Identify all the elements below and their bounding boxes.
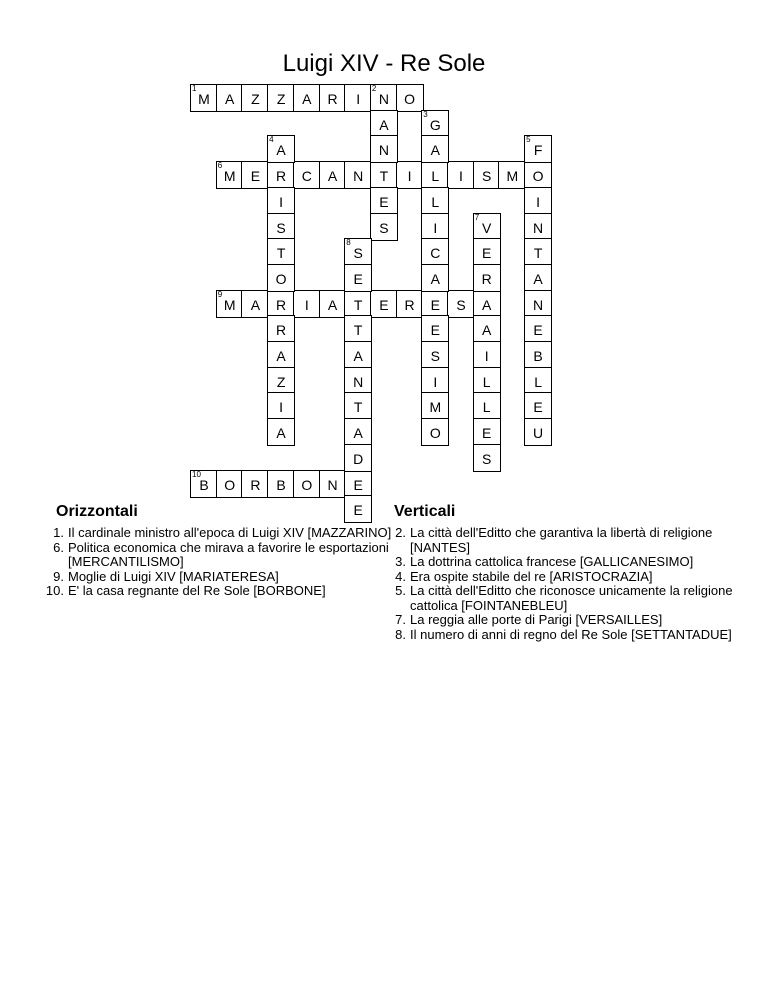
grid-cell[interactable] bbox=[421, 290, 449, 318]
cell-letter: O bbox=[301, 476, 313, 493]
cell-letter: L bbox=[534, 373, 542, 390]
grid-cell[interactable] bbox=[473, 418, 501, 446]
grid-cell[interactable] bbox=[524, 418, 552, 446]
cell-letter: A bbox=[250, 296, 261, 313]
grid-cell[interactable] bbox=[473, 392, 501, 420]
cell-letter: E bbox=[379, 193, 389, 210]
clue-number: 4. bbox=[395, 568, 406, 584]
cell-letter: E bbox=[533, 399, 543, 416]
cell-letter: D bbox=[353, 450, 364, 467]
clue-number: 9. bbox=[53, 568, 64, 584]
clue-text: Il cardinale ministro all'epoca di Luigi XIV [MAZZARINO] bbox=[68, 525, 392, 540]
grid-cell[interactable] bbox=[267, 418, 295, 446]
cell-letter: R bbox=[327, 91, 338, 107]
cell-letter: A bbox=[482, 322, 492, 339]
grid-cell[interactable] bbox=[267, 367, 295, 395]
clue-item bbox=[380, 570, 750, 585]
grid-cell[interactable] bbox=[344, 315, 372, 343]
grid-cell[interactable] bbox=[344, 161, 372, 189]
grid-cell[interactable] bbox=[421, 341, 449, 369]
cell-letter: R bbox=[481, 270, 492, 287]
grid-cell[interactable] bbox=[267, 161, 295, 189]
grid-cell[interactable] bbox=[370, 84, 398, 112]
clue-item bbox=[38, 526, 408, 541]
cell-letter: A bbox=[533, 270, 543, 287]
grid-cell[interactable] bbox=[267, 392, 295, 420]
cell-letter: I bbox=[459, 168, 463, 185]
grid-cell[interactable] bbox=[524, 161, 552, 189]
clue-number: 7. bbox=[395, 612, 406, 627]
grid-cell[interactable] bbox=[267, 290, 295, 318]
cell-letter: N bbox=[378, 91, 389, 107]
cell-letter: L bbox=[431, 168, 440, 185]
cell-number: 2 bbox=[371, 84, 377, 93]
cell-letter: V bbox=[482, 219, 492, 236]
clue-text: La reggia alle porte di Parigi [VERSAILLES] bbox=[410, 612, 663, 627]
cell-letter: L bbox=[482, 373, 491, 390]
cell-letter: E bbox=[353, 270, 363, 287]
cell-letter: T bbox=[276, 245, 286, 262]
grid-cell[interactable] bbox=[524, 367, 552, 395]
cell-letter: I bbox=[433, 373, 438, 390]
grid-cell[interactable] bbox=[473, 264, 501, 292]
grid-cell[interactable] bbox=[216, 161, 244, 189]
cell-letter: T bbox=[353, 399, 363, 416]
grid-cell[interactable] bbox=[524, 392, 552, 420]
cell-letter: N bbox=[533, 219, 544, 236]
clue-item bbox=[380, 613, 750, 628]
down-clue-list bbox=[380, 526, 750, 642]
grid-cell[interactable] bbox=[421, 392, 449, 420]
grid-cell[interactable] bbox=[241, 84, 269, 112]
cell-number: 3 bbox=[423, 109, 428, 119]
grid-cell[interactable] bbox=[344, 238, 372, 266]
grid-cell[interactable] bbox=[421, 264, 449, 292]
grid-cell[interactable] bbox=[524, 187, 552, 215]
cell-letter: I bbox=[484, 348, 489, 364]
clue-item bbox=[380, 628, 750, 643]
grid-cell[interactable] bbox=[396, 84, 424, 112]
grid-cell[interactable] bbox=[421, 238, 449, 266]
cell-letter: F bbox=[533, 142, 543, 159]
cell-letter: E bbox=[482, 425, 492, 442]
clue-item bbox=[38, 584, 408, 599]
cell-letter: A bbox=[276, 142, 286, 159]
clue-number: 10. bbox=[45, 583, 64, 598]
cell-letter: E bbox=[482, 245, 492, 262]
cell-letter: A bbox=[276, 348, 286, 364]
grid-cell[interactable] bbox=[421, 315, 449, 343]
grid-cell[interactable] bbox=[319, 161, 347, 189]
grid-cell[interactable] bbox=[267, 135, 295, 163]
cell-letter: Z bbox=[276, 373, 286, 390]
clue-item bbox=[38, 541, 408, 570]
across-clue-list bbox=[38, 526, 408, 599]
cell-letter: L bbox=[482, 399, 491, 416]
cell-letter: I bbox=[279, 399, 284, 416]
cell-letter: S bbox=[456, 296, 466, 313]
grid-cell[interactable] bbox=[421, 110, 449, 138]
cell-letter: N bbox=[533, 296, 544, 313]
cell-letter: O bbox=[404, 91, 416, 107]
grid-cell[interactable] bbox=[267, 264, 295, 292]
cell-number: 5 bbox=[526, 135, 531, 145]
grid-cell[interactable] bbox=[473, 341, 501, 369]
grid-cell[interactable] bbox=[241, 290, 269, 318]
grid-cell[interactable] bbox=[524, 264, 552, 292]
grid-cell[interactable] bbox=[267, 238, 295, 266]
cell-letter: T bbox=[533, 245, 543, 262]
cell-letter: C bbox=[430, 245, 441, 262]
cell-letter: R bbox=[404, 296, 415, 313]
cell-letter: R bbox=[250, 476, 261, 493]
grid-cell[interactable] bbox=[241, 161, 269, 189]
cell-letter: E bbox=[353, 476, 363, 493]
cell-letter: A bbox=[327, 296, 338, 313]
cell-letter: N bbox=[353, 373, 364, 390]
cell-number: 1 bbox=[192, 84, 197, 93]
grid-cell[interactable] bbox=[370, 135, 398, 163]
grid-cell[interactable] bbox=[216, 470, 244, 498]
cell-letter: E bbox=[353, 502, 363, 519]
clue-item bbox=[38, 570, 408, 585]
grid-cell[interactable] bbox=[344, 367, 372, 395]
grid-cell[interactable] bbox=[241, 470, 269, 498]
cell-letter: C bbox=[301, 168, 312, 185]
clue-number: 6. bbox=[53, 539, 64, 555]
cell-letter: S bbox=[482, 450, 492, 467]
clue-number: 1. bbox=[53, 525, 64, 540]
grid-cell[interactable] bbox=[524, 315, 552, 343]
across-heading: Orizzontali bbox=[56, 503, 138, 520]
cell-letter: O bbox=[532, 168, 544, 185]
clue-item bbox=[380, 584, 750, 613]
grid-cell[interactable] bbox=[344, 470, 372, 498]
grid-cell[interactable] bbox=[498, 161, 526, 189]
cell-letter: M bbox=[429, 399, 442, 416]
cell-letter: Z bbox=[251, 91, 260, 107]
grid-cell[interactable] bbox=[216, 290, 244, 318]
grid-cell[interactable] bbox=[344, 495, 372, 523]
grid-cell[interactable] bbox=[524, 341, 552, 369]
clue-number: 2. bbox=[395, 525, 406, 540]
grid-cell[interactable] bbox=[473, 315, 501, 343]
grid-cell[interactable] bbox=[319, 290, 347, 318]
cell-letter: N bbox=[378, 142, 389, 159]
grid-cell[interactable] bbox=[319, 470, 347, 498]
cell-letter: A bbox=[482, 296, 492, 313]
grid-cell[interactable] bbox=[370, 213, 398, 241]
cell-letter: E bbox=[430, 296, 440, 313]
cell-number: 8 bbox=[346, 238, 351, 248]
grid-cell[interactable] bbox=[473, 367, 501, 395]
grid-cell[interactable] bbox=[524, 135, 552, 163]
grid-cell[interactable] bbox=[396, 290, 424, 318]
grid-cell[interactable] bbox=[473, 444, 501, 472]
grid-cell[interactable] bbox=[344, 392, 372, 420]
cell-number: 4 bbox=[269, 135, 274, 145]
grid-cell[interactable] bbox=[267, 187, 295, 215]
cell-letter: B bbox=[533, 348, 543, 364]
cell-letter: T bbox=[379, 168, 389, 185]
grid-cell[interactable] bbox=[344, 444, 372, 472]
cell-letter: L bbox=[431, 193, 440, 210]
clue-text: La dottrina cattolica francese [GALLICANESIMO] bbox=[410, 554, 694, 569]
grid-cell[interactable] bbox=[190, 470, 218, 498]
grid-cell[interactable] bbox=[344, 341, 372, 369]
grid-cell[interactable] bbox=[293, 84, 321, 112]
cell-letter: M bbox=[506, 168, 519, 185]
cell-letter: R bbox=[276, 296, 287, 313]
cell-letter: A bbox=[225, 91, 235, 107]
cell-letter: R bbox=[276, 322, 287, 339]
cell-letter: I bbox=[279, 193, 284, 210]
cell-letter: S bbox=[353, 245, 363, 262]
grid-cell[interactable] bbox=[396, 161, 424, 189]
cell-letter: E bbox=[533, 322, 543, 339]
cell-letter: A bbox=[327, 168, 338, 185]
cell-letter: Z bbox=[276, 91, 286, 107]
grid-cell[interactable] bbox=[473, 290, 501, 318]
grid-cell[interactable] bbox=[267, 341, 295, 369]
grid-cell[interactable] bbox=[190, 84, 218, 112]
grid-cell[interactable] bbox=[267, 84, 295, 112]
grid-cell[interactable] bbox=[267, 315, 295, 343]
grid-cell[interactable] bbox=[319, 84, 347, 112]
clue-number: 3. bbox=[395, 554, 406, 569]
clue-number: 8. bbox=[395, 626, 406, 642]
cell-letter: A bbox=[379, 116, 389, 133]
grid-cell[interactable] bbox=[421, 367, 449, 395]
cell-number: 7 bbox=[474, 212, 480, 222]
grid-cell[interactable] bbox=[473, 238, 501, 266]
grid-cell[interactable] bbox=[473, 161, 501, 189]
cell-letter: S bbox=[379, 219, 389, 236]
cell-letter: M bbox=[223, 168, 236, 185]
grid-cell[interactable] bbox=[370, 290, 398, 318]
clue-number: 5. bbox=[395, 583, 406, 598]
clue-text: Il numero di anni di regno del Re Sole [SETTANTADUE] bbox=[410, 626, 732, 642]
clue-text: La città dell'Editto che garantiva la libertà di religione [NANTES] bbox=[410, 525, 713, 555]
clue-text: E' la casa regnante del Re Sole [BORBONE] bbox=[68, 583, 326, 598]
cell-letter: N bbox=[327, 476, 338, 493]
grid-cell[interactable] bbox=[447, 290, 475, 318]
down-heading: Verticali bbox=[394, 503, 456, 520]
cell-letter: S bbox=[276, 219, 286, 236]
cell-letter: A bbox=[353, 425, 363, 442]
cell-letter: A bbox=[430, 142, 440, 159]
grid-cell[interactable] bbox=[421, 161, 449, 189]
clue-text: Moglie di Luigi XIV [MARIATERESA] bbox=[68, 568, 279, 584]
cell-letter: M bbox=[223, 296, 236, 313]
cell-letter: O bbox=[224, 476, 236, 493]
cell-number: 9 bbox=[217, 289, 223, 299]
grid-cell[interactable] bbox=[267, 470, 295, 498]
clue-item bbox=[380, 526, 750, 555]
cell-letter: G bbox=[429, 116, 441, 133]
grid-cell[interactable] bbox=[344, 84, 372, 112]
clue-text: Era ospite stabile del re [ARISTOCRAZIA] bbox=[410, 568, 653, 584]
grid-cell[interactable] bbox=[447, 161, 475, 189]
grid-cell[interactable] bbox=[421, 213, 449, 241]
cell-letter: T bbox=[353, 322, 363, 339]
cell-letter: T bbox=[353, 296, 363, 313]
grid-cell[interactable] bbox=[267, 213, 295, 241]
grid-cell[interactable] bbox=[524, 238, 552, 266]
clue-item bbox=[380, 555, 750, 570]
grid-cell[interactable] bbox=[344, 418, 372, 446]
cell-letter: A bbox=[276, 425, 286, 442]
cell-letter: A bbox=[353, 348, 363, 364]
grid-cell[interactable] bbox=[216, 84, 244, 112]
cell-letter: S bbox=[430, 348, 440, 364]
cell-letter: S bbox=[482, 168, 492, 185]
cell-letter: U bbox=[533, 425, 544, 442]
grid-cell[interactable] bbox=[421, 135, 449, 163]
puzzle-title: Luigi XIV - Re Sole bbox=[282, 50, 486, 77]
grid-cell[interactable] bbox=[421, 418, 449, 446]
cell-letter: E bbox=[250, 168, 261, 185]
grid-cell[interactable] bbox=[473, 213, 501, 241]
grid-cell[interactable] bbox=[524, 290, 552, 318]
cell-letter: R bbox=[276, 168, 287, 185]
grid-cell[interactable] bbox=[370, 187, 398, 215]
cell-letter: N bbox=[353, 168, 364, 185]
clue-text: La città dell'Editto che riconosce unicamente la religione cattolica [FOINTANEBLEU] bbox=[410, 583, 733, 613]
cell-letter: E bbox=[379, 296, 389, 313]
cell-letter: B bbox=[199, 476, 209, 493]
grid-cell[interactable] bbox=[293, 161, 321, 189]
cell-letter: I bbox=[536, 193, 541, 210]
cell-letter: B bbox=[276, 476, 286, 493]
cell-number: 10 bbox=[192, 469, 201, 479]
grid-cell[interactable] bbox=[344, 264, 372, 292]
cell-letter: M bbox=[198, 91, 210, 107]
clue-text: Politica economica che mirava a favorire le esportazioni [MERCANTILISMO] bbox=[68, 539, 389, 569]
cell-letter: I bbox=[433, 219, 438, 236]
cell-letter: E bbox=[430, 322, 440, 339]
grid-cell[interactable] bbox=[293, 470, 321, 498]
cell-letter: I bbox=[304, 296, 309, 313]
grid-cell[interactable] bbox=[344, 290, 372, 318]
cell-number: 6 bbox=[217, 161, 223, 171]
grid-cell[interactable] bbox=[370, 110, 398, 138]
cell-letter: I bbox=[407, 168, 412, 185]
cell-letter: A bbox=[302, 91, 312, 107]
grid-cell[interactable] bbox=[421, 187, 449, 215]
cell-letter: A bbox=[430, 270, 440, 287]
grid-cell[interactable] bbox=[293, 290, 321, 318]
cell-letter: O bbox=[275, 270, 287, 287]
grid-cell[interactable] bbox=[524, 213, 552, 241]
grid-cell[interactable] bbox=[370, 161, 398, 189]
cell-letter: O bbox=[429, 425, 441, 442]
cell-letter: I bbox=[356, 91, 361, 107]
